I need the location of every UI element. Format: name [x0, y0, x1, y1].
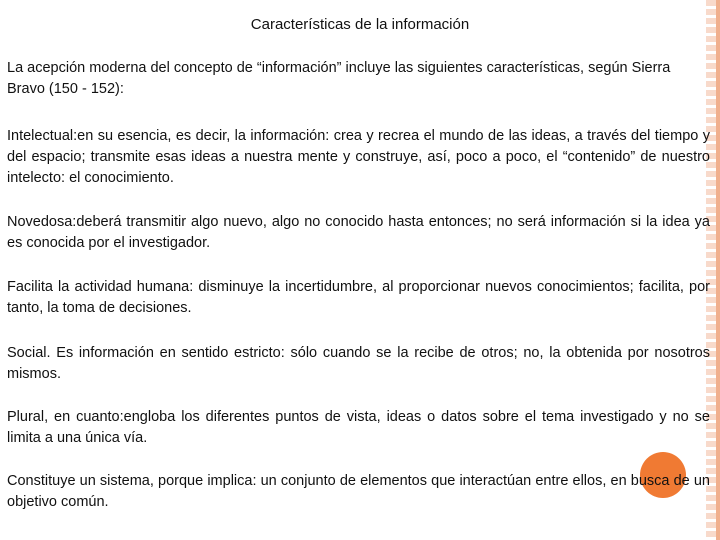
- novedosa-paragraph: [7, 212, 710, 254]
- social-term: Social: [7, 345, 47, 361]
- sistema-text: , porque implica: un conjunto de elementos que interactúan entre ellos, en busca de un objetivo común.: [7, 473, 710, 510]
- sistema-prefix: Constituye un: [7, 473, 100, 489]
- intelectual-text: en su esencia, es decir, la información: crea y recrea el mundo de las ideas, a través del tiempo y del espacio; transmite esas ideas a nuestra mente y construye, así, poco a poco, el “contenido” de nuestro intelecto: el conocimiento.: [7, 128, 710, 186]
- intro-paragraph: La acepción moderna del concepto de “información” incluye las siguientes características, según Sierra Bravo (150 - 152):: [7, 60, 671, 97]
- sistema-paragraph: [7, 471, 710, 513]
- intelectual-term: Intelectual:: [7, 128, 78, 144]
- decorative-border: [716, 0, 720, 540]
- social-text: . Es información en sentido estricto: sólo cuando se la recibe de otros; no, la obtenida por nosotros mismos.: [7, 345, 710, 382]
- facilita-term: Facilita la actividad humana:: [7, 279, 194, 295]
- social-paragraph: [7, 343, 710, 385]
- facilita-paragraph: [7, 277, 710, 319]
- facilita-text: disminuye la incertidumbre, al proporcionar nuevos conocimientos; facilita, por tanto, la toma de decisiones.: [7, 279, 710, 316]
- intelectual-paragraph: [7, 126, 710, 189]
- plural-term: Plural, en cuanto:: [7, 409, 124, 425]
- slide-title: Características de la información: [250, 16, 470, 33]
- novedosa-term: Novedosa:: [7, 214, 77, 230]
- sistema-term: sistema: [99, 473, 150, 489]
- plural-text: engloba los diferentes puntos de vista, ideas o datos sobre el tema investigado y no se limita a una única vía.: [7, 409, 710, 446]
- plural-paragraph: [7, 407, 710, 449]
- novedosa-text: deberá transmitir algo nuevo, algo no conocido hasta entonces; no será información si la idea ya es conocida por el investigador.: [7, 214, 710, 251]
